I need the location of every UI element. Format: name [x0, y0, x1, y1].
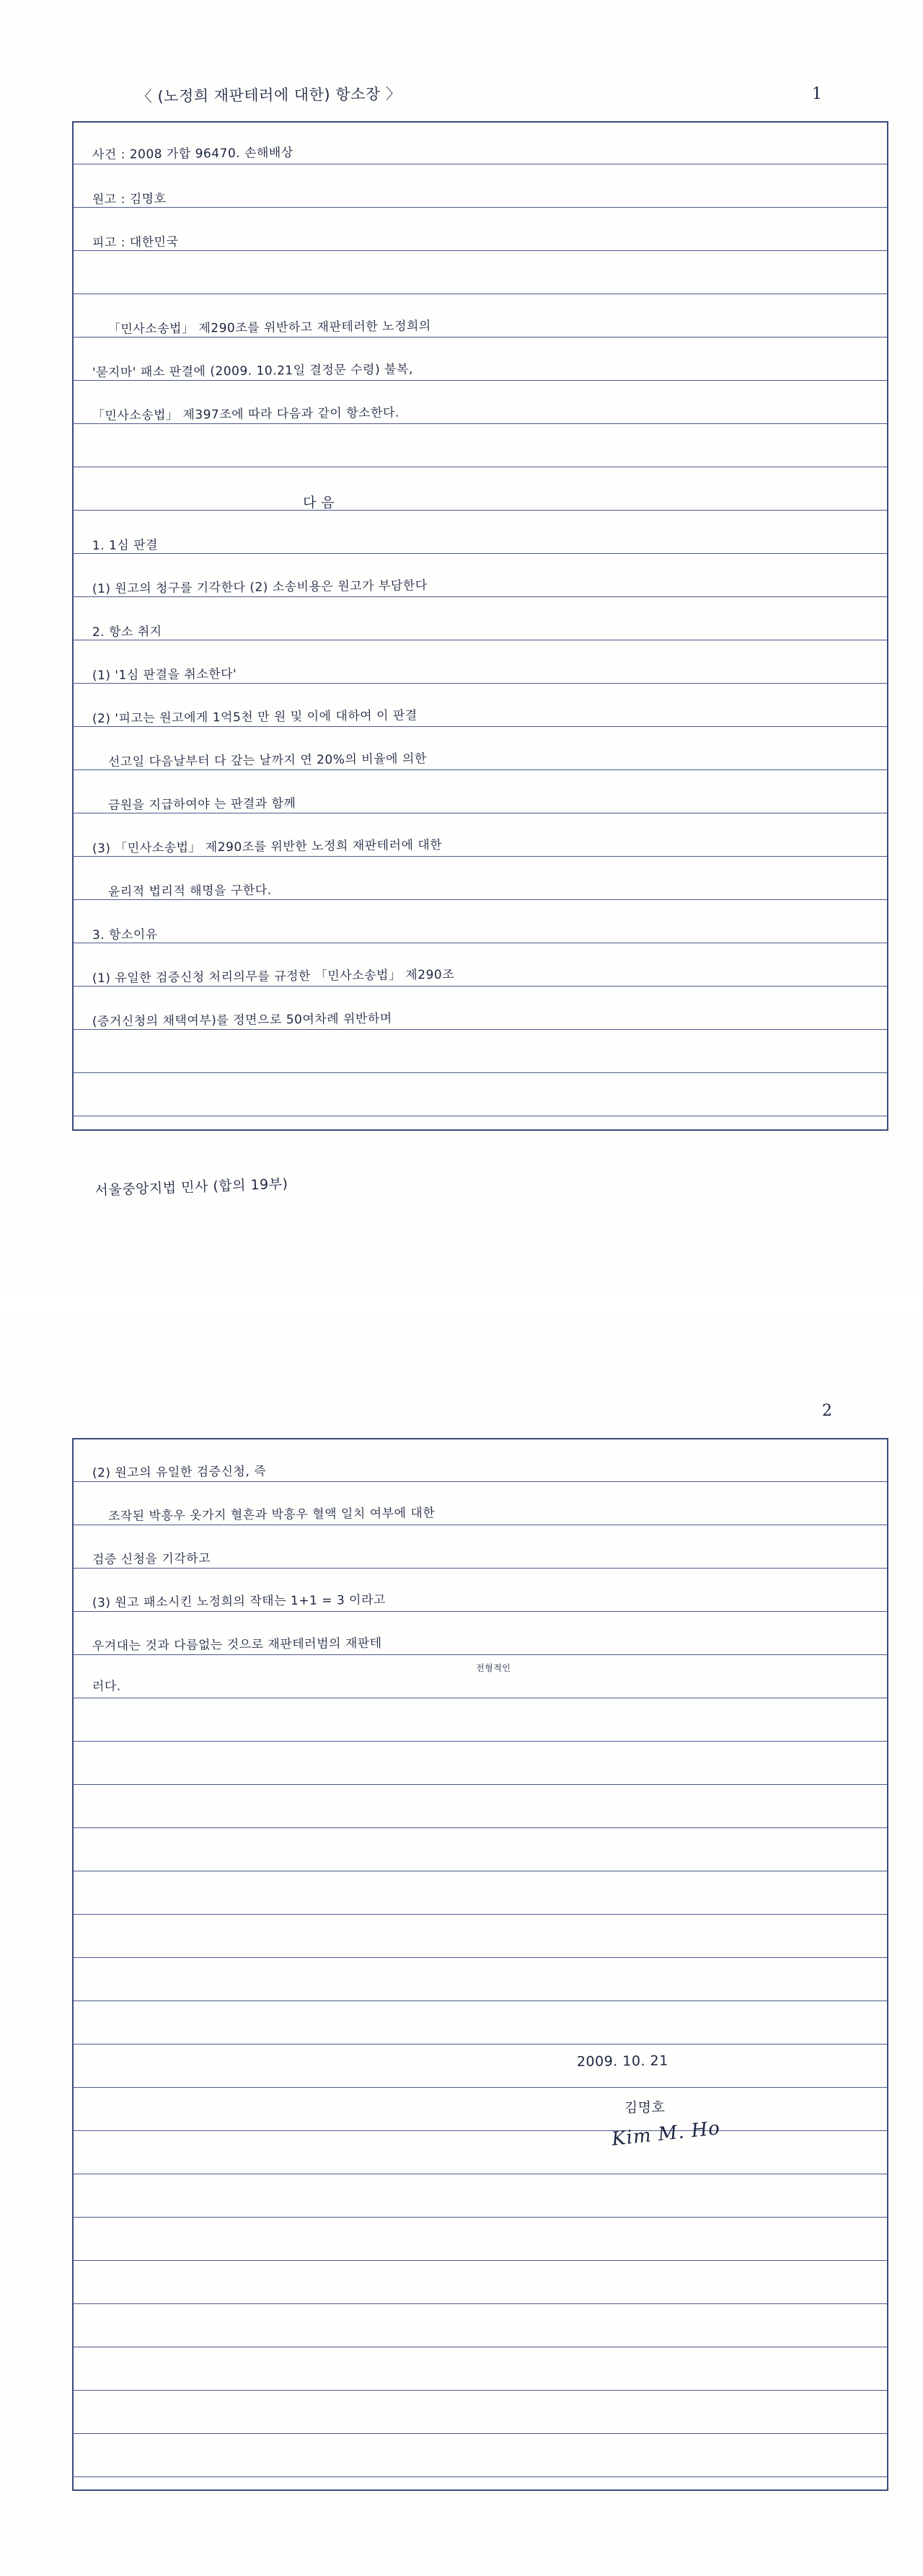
form-line-19: 3. 항소이유 — [92, 927, 158, 943]
date-line: 2009. 10. 21 — [576, 2052, 668, 2070]
form-line-2: 조작된 박흥우 옷가지 혈흔과 박흥우 혈액 일치 여부에 대한 — [107, 1506, 436, 1524]
form-line-10: 1. 1심 판결 — [92, 538, 159, 553]
form-line-2: 원고 : 김명호 — [92, 191, 167, 207]
page-separator — [0, 1291, 923, 1317]
form-line-14: (2) '피고는 원고에게 1억5천 만 원 및 이에 대하여 이 판결 — [92, 708, 418, 726]
form-line-1: 사건 : 2008 가합 96470. 손해배상 — [92, 146, 293, 162]
form-line-20: (1) 유일한 검증신청 처리의무를 규정한 「민사소송법」 제290조 — [92, 967, 455, 986]
form-line-11: (1) 원고의 청구를 기각한다 (2) 소송비용은 원고가 부담한다 — [92, 578, 428, 596]
form-line-5: 우겨대는 것과 다름없는 것으로 재판테러범의 재판테 — [92, 1636, 382, 1654]
form-line-21: (증거신청의 채택여부)를 정면으로 50여차례 위반하며 — [92, 1011, 392, 1029]
interlinear-note: 전형적인 — [476, 1663, 511, 1673]
form-line-3: 검증 신청을 기각하고 — [92, 1551, 211, 1567]
form-line-16: 금원을 지급하여야 는 판결과 함께 — [107, 796, 296, 813]
form-line-1: (2) 원고의 유일한 검증신청, 즉 — [92, 1464, 267, 1481]
page-title: 〈 (노정희 재판테러에 대한) 항소장 〉 — [136, 85, 402, 106]
section-heading-daeum: 다 음 — [303, 495, 335, 511]
form-line-6: '묻지마' 패소 판결에 (2009. 10.21일 결정문 수령) 불복, — [92, 362, 413, 380]
form-line-15: 선고일 다음날부터 다 갚는 날까지 연 20%의 비율에 의한 — [107, 751, 427, 769]
signature-mark: Kim M. Ho — [610, 2117, 722, 2151]
form-line-12: 2. 항소 취지 — [92, 624, 162, 640]
scanned-page-2 — [0, 1317, 923, 2576]
page-number: 1 — [812, 85, 822, 103]
form-line-13: (1) '1심 판결을 취소한다' — [92, 666, 237, 683]
form-line-4: (3) 원고 패소시킨 노정희의 작태는 1+1 = 3 이라고 — [92, 1592, 386, 1610]
form-line-3: 피고 : 대한민국 — [92, 234, 179, 250]
form-line-6: 러다. — [92, 1679, 121, 1694]
form-line-18: 윤리적 법리적 해명을 구한다. — [107, 883, 272, 899]
signer-name: 김명호 — [624, 2099, 666, 2116]
form-line-7: 「민사소송법」 제397조에 따라 다음과 같이 항소한다. — [92, 405, 399, 423]
page-number: 2 — [822, 1402, 832, 1420]
form-line-17: (3) 「민사소송법」 제290조를 위반한 노정희 재판테러에 대한 — [92, 837, 443, 856]
footer-court-note: 서울중앙지법 민사 (합의 19부) — [94, 1175, 288, 1199]
form-line-5: 「민사소송법」 제290조를 위반하고 재판테러한 노정희의 — [107, 319, 431, 337]
